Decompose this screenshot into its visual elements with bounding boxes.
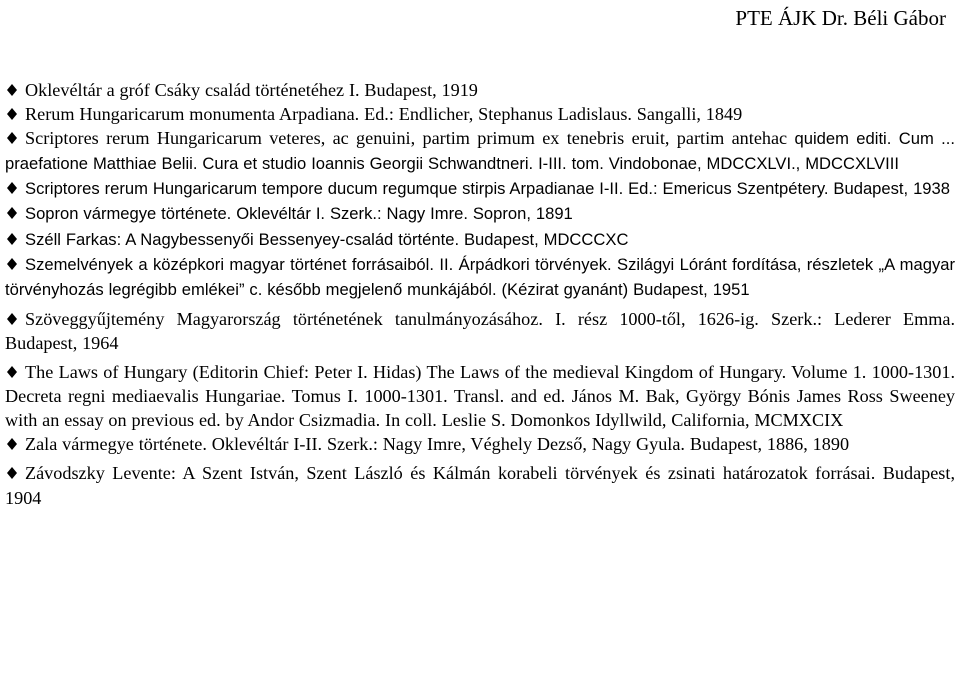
list-item: [5, 307, 955, 355]
diamond-bullet-icon: [6, 258, 18, 270]
list-item: [5, 461, 955, 509]
diamond-bullet-icon: [6, 132, 18, 144]
diamond-bullet-icon: [6, 366, 18, 378]
list-item: [5, 78, 955, 102]
diamond-bullet-icon: [6, 467, 18, 479]
list-item: [5, 102, 955, 126]
list-item: [5, 126, 955, 176]
entry-text: Scriptores rerum Hungaricarum tempore ducum regumque stirpis Arpadianae I-II. Ed.: Emericus Szentpétery. Budapest, 1938: [25, 179, 950, 199]
diamond-bullet-icon: [6, 108, 18, 120]
list-item: [5, 201, 955, 226]
entry-text: Szöveggyűjtemény Magyarország történetének tanulmányozásához. I. rész 1000-től, 1626-ig. Szerk.: Lederer Emma. Budapest, 1964: [5, 308, 955, 353]
entry-text: Szemelvények a középkori magyar történet forrásaiból. II. Árpádkori törvények. Szilágyi Lóránt fordítása, részletek „A magyar törvényhozás legrégibb emlékei” c. később megjelenő munkájából. (Kézirat gyanánt) Budapest, 1951: [5, 254, 955, 299]
page-header: PTE ÁJK Dr. Béli Gábor: [735, 6, 946, 30]
entry-text-continued: quidem editi. Cum ... praefatione Matthiae Belii. Cura et studio Ioannis Georgii Schwandtneri. I-III. tom. Vindobonae, MDCCXLVI., MDCCXLVIII: [5, 129, 956, 174]
list-item: [5, 360, 955, 432]
diamond-bullet-icon: [6, 313, 18, 325]
entry-text: The Laws of Hungary (Editorin Chief: Peter I. Hidas) The Laws of the medieval Kingdom of Hungary. Volume 1. 1000-1301. Decreta regni mediaevalis Hungariae. Tomus I. 1000-1301. Transl. and ed. János M. Bak, György Bónis James Ross Sweeney with an essay on previous ed. by Andor Csizmadia. In coll. Leslie S. Domonkos Idyllwild, California, MCMXCIX: [5, 362, 955, 431]
entry-text: Rerum Hungaricarum monumenta Arpadiana. Ed.: Endlicher, Stephanus Ladislaus. Sangalli, 1849: [25, 104, 743, 125]
entry-text: Scriptores rerum Hungaricarum veteres, ac genuini, partim primum ex tenebris eruit, partim antehac: [25, 128, 788, 149]
diamond-bullet-icon: [6, 207, 18, 219]
diamond-bullet-icon: [6, 233, 18, 245]
entry-text: Sopron vármegye története. Oklevéltár I. Szerk.: Nagy Imre. Sopron, 1891: [25, 204, 573, 224]
list-item: [5, 227, 955, 252]
entry-text: Széll Farkas: A Nagybessenyői Bessenyey-család történte. Budapest, MDCCCXC: [25, 229, 629, 249]
entry-text: Oklevéltár a gróf Csáky család történetéhez I. Budapest, 1919: [25, 80, 478, 100]
bibliography-list: [5, 78, 955, 510]
diamond-bullet-icon: [6, 84, 18, 96]
list-item: [5, 252, 955, 302]
list-item: [5, 176, 955, 201]
diamond-bullet-icon: [6, 438, 18, 450]
list-item: [5, 432, 955, 456]
diamond-bullet-icon: [6, 182, 18, 194]
entry-text: Zala vármegye története. Oklevéltár I-II. Szerk.: Nagy Imre, Véghely Dezső, Nagy Gyula. Budapest, 1886, 1890: [25, 434, 850, 455]
entry-text: Závodszky Levente: A Szent István, Szent László és Kálmán korabeli törvények és zsinati határozatok forrásai. Budapest, 1904: [5, 463, 955, 508]
